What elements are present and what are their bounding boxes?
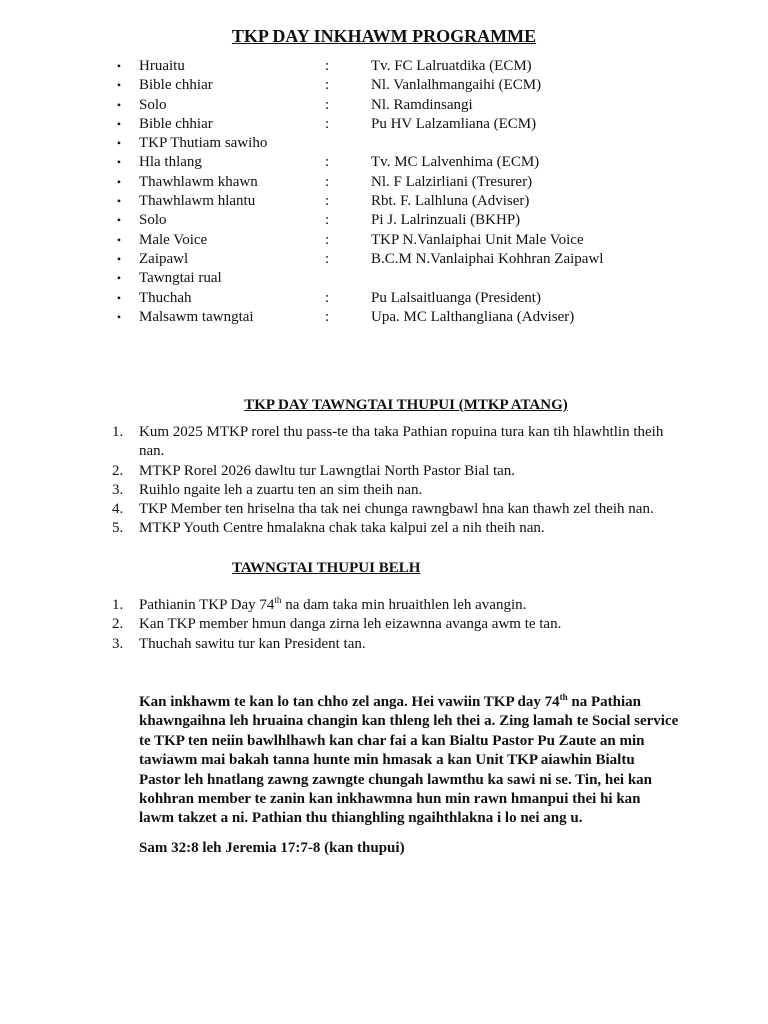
programme-role: Solo [139,212,167,229]
programme-role: Thawhlawm hlantu [139,193,256,210]
bullet-icon: • [116,309,122,324]
programme-role: Bible chhiar [139,77,213,94]
programme-role: Hruaitu [139,58,185,74]
bullet-icon: • [116,59,122,73]
programme-role: TKP Thutiam sawiho [139,135,268,152]
list-item [112,500,682,519]
message-text-after: na Pathian khawngaihna leh hruaina changin kan thleng leh thei a. Zing lamah te Social service te TKP ten neiin bawlhlhawh kan char fai a kan Bialtu Pastor Pu Zaute an min tawiawm mai bakah tanna hunte min hmasak a kan Unit TKP aiawhin Bialtu Pastor leh hnatlang zawng zawngte chungah lawmthu ka sawi ni se. Tin, hei kan kohhran member te zanin kan inkhawmna hun min rawn hmanpui thei hi kan lawm takzet a ni. Pathian thu thianghling ngaihthlakna i lo nei ang u. [139,694,679,827]
bullet-icon: • [116,78,122,93]
bullet-icon: • [116,251,122,266]
programme-person: Nl. F Lalzirliani (Tresurer) [371,173,533,190]
message-paragraph [139,693,679,829]
programme-colon: : [325,58,330,74]
list-item-text: TKP Member ten hriselna tha tak nei chunga rawngbawl hna kan thawh zel theih nan. [139,501,654,518]
programme-colon: : [325,96,330,113]
list-item [112,481,682,500]
tawngtai-thupui-heading: TKP DAY TAWNGTAI THUPUI (MTKP ATANG) [244,397,568,413]
bullet-icon: • [116,232,122,247]
ordinal-suffix: th [274,595,282,605]
programme-role: Thuchah [139,289,192,306]
programme-colon: : [325,212,330,229]
programme-colon: : [325,154,330,171]
list-item [112,423,682,462]
programme-person: B.C.M N.Vanlaiphai Kohhran Zaipawl [371,250,604,267]
programme-role: Malsawm tawngtai [139,308,254,325]
programme-person: Tv. MC Lalvenhima (ECM) [371,154,540,171]
programme-person: TKP N.Vanlaiphai Unit Male Voice [371,231,584,248]
list-item-text: Ruihlo ngaite leh a zuartu ten an sim theih nan. [139,481,423,498]
programme-person: Pi J. Lalrinzuali (BKHP) [371,212,521,229]
bullet-icon: • [116,194,122,209]
message-text-before: Kan inkhawm te kan lo tan chho zel anga. Hei vawiin TKP day 74 [139,694,560,710]
list-number: 4. [112,501,124,518]
list-item [112,596,682,615]
programme-colon: : [325,77,330,94]
bullet-icon: • [116,271,122,286]
programme-person: Pu HV Lalzamliana (ECM) [371,115,537,132]
programme-colon: : [325,231,330,248]
bullet-icon: • [116,97,122,112]
programme-colon: : [325,250,330,267]
programme-colon: : [325,193,330,210]
programme-colon: : [325,173,330,190]
tawngtai-belh-list [112,596,682,654]
programme-role: Zaipawl [139,250,189,267]
programme-person: Nl. Ramdinsangi [371,96,473,113]
programme-role: Bible chhiar [139,115,213,132]
page-title: TKP DAY INKHAWM PROGRAMME [231,26,537,46]
tawngtai-belh-heading: TAWNGTAI THUPUI BELH [232,560,421,576]
programme-role: Tawngtai rual [139,270,222,287]
list-number: 1. [112,424,124,440]
tawngtai-thupui-list [112,423,682,539]
bullet-icon: • [116,136,122,151]
programme-role: Thawhlawm khawn [139,173,258,190]
bullet-icon: • [116,174,122,189]
list-item-text: MTKP Youth Centre hmalakna chak taka kalpui zel a nih theih nan. [139,520,545,537]
programme-person: Tv. FC Lalruatdika (ECM) [371,58,532,74]
list-item-text: Kan TKP member hmun danga zirna leh eizawnna avanga awm te tan. [139,616,562,633]
programme-person: Nl. Vanlalhmangaihi (ECM) [371,77,542,94]
list-number: 1. [112,597,124,613]
scripture-reference: Sam 32:8 leh Jeremia 17:7-8 (kan thupui) [139,840,405,856]
programme-person: Pu Lalsaitluanga (President) [371,289,541,306]
list-item [112,462,682,481]
programme-person: Rbt. F. Lalhluna (Adviser) [371,193,530,210]
bullet-icon: • [116,290,122,305]
ordinal-suffix: th [559,692,568,702]
list-item [112,615,682,634]
programme-colon: : [325,308,330,325]
list-number: 3. [112,635,124,652]
list-item-text: MTKP Rorel 2026 dawltu tur Lawngtlai North Pastor Bial tan. [139,462,516,479]
list-number: 3. [112,481,124,498]
list-number: 2. [112,616,124,633]
list-item-text-after: na dam taka min hruaithlen leh avangin. [281,597,527,613]
bullet-icon: • [116,116,122,131]
programme-person: Upa. MC Lalthangliana (Adviser) [371,308,575,325]
list-item-text: Kum 2025 MTKP rorel thu pass-te tha taka Pathian ropuina tura kan tih hlawhtlin theih nan. [139,424,664,460]
list-number: 5. [112,520,124,537]
list-item [112,519,682,538]
programme-role: Male Voice [139,231,208,248]
list-number: 2. [112,462,124,479]
programme-role: Hla thlang [139,154,202,171]
programme-role: Solo [139,96,167,113]
programme-colon: : [325,289,330,306]
bullet-icon: • [116,213,122,228]
programme-colon: : [325,115,330,132]
list-item-text-before: Pathianin TKP Day 74 [139,597,275,613]
list-item [112,635,682,654]
bullet-icon: • [116,155,122,170]
list-item-text: Thuchah sawitu tur kan President tan. [139,635,366,652]
